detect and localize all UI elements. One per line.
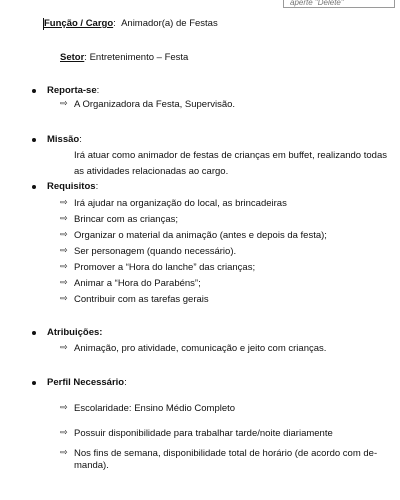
arrow-icon: ⇨ — [60, 198, 68, 208]
reporta-label: Reporta-se — [47, 85, 97, 96]
reporta-item: A Organizadora da Festa, Supervisão. — [74, 99, 236, 110]
arrow-icon: ⇨ — [60, 294, 68, 304]
missao-label: Missão — [47, 134, 80, 145]
requisitos-item: Promover a “Hora do lanche” das crianças; — [74, 262, 256, 273]
arrow-icon: ⇨ — [60, 278, 68, 288]
sector-label: Setor — [60, 52, 85, 63]
requisitos-heading: Requisitos: — [47, 181, 99, 192]
atribuicoes-label: Atribuições: — [47, 327, 103, 338]
perfil-item: Escolaridade: Ensino Médio Completo — [74, 403, 236, 414]
bullet-icon — [32, 138, 36, 142]
arrow-icon: ⇨ — [60, 403, 68, 413]
requisitos-label: Requisitos — [47, 181, 96, 192]
sector-value: Entretenimento – Festa — [89, 52, 189, 63]
arrow-icon: ⇨ — [60, 428, 68, 438]
sector-line — [60, 52, 188, 63]
arrow-icon: ⇨ — [60, 214, 68, 224]
delete-hint-text: aperte "Delete" — [290, 0, 344, 7]
arrow-icon: ⇨ — [60, 230, 68, 240]
missao-text-line1: Irá atuar como animador de festas de crianças em buffet, realizando todas — [74, 150, 387, 161]
requisitos-item: Brincar com as crianças; — [74, 214, 179, 225]
arrow-icon: ⇨ — [60, 262, 68, 272]
arrow-icon: ⇨ — [60, 343, 68, 353]
arrow-icon: ⇨ — [60, 246, 68, 256]
reporta-heading: Reporta-se: — [47, 85, 100, 96]
atribuicoes-item: Animação, pro atividade, comunicação e jeito com crianças. — [74, 343, 327, 354]
requisitos-item: Organizar o material da animação (antes e depois da festa); — [74, 230, 327, 241]
bullet-icon — [32, 331, 36, 335]
perfil-item: Possuir disponibilidade para trabalhar tarde/noite diariamente — [74, 428, 333, 439]
role-label: Função / Cargo — [44, 18, 114, 29]
sector-colon: : — [84, 52, 90, 63]
arrow-icon: ⇨ — [60, 99, 68, 109]
missao-text-line2: as atividades relacionadas ao cargo. — [74, 166, 229, 177]
bullet-icon — [32, 381, 36, 385]
role-value: Animador(a) de Festas — [121, 18, 218, 29]
perfil-item3-line1: Nos fins de semana, disponibilidade total de horário (de acordo com de- — [74, 448, 378, 459]
perfil-label: Perfil Necessário — [47, 377, 125, 388]
requisitos-item: Animar a “Hora do Parabéns”; — [74, 278, 201, 289]
bullet-icon — [32, 89, 36, 93]
perfil-heading: Perfil Necessário: — [47, 377, 127, 388]
requisitos-item: Ser personagem (quando necessário). — [74, 246, 237, 257]
delete-hint-box — [283, 0, 395, 8]
bullet-icon — [32, 185, 36, 189]
requisitos-item: Contribuir com as tarefas gerais — [74, 294, 209, 305]
missao-heading: Missão: — [47, 134, 82, 145]
role-colon: : — [113, 18, 122, 29]
arrow-icon: ⇨ — [60, 448, 68, 458]
requisitos-item: Irá ajudar na organização do local, as brincadeiras — [74, 198, 287, 209]
role-line — [44, 18, 218, 29]
perfil-item3-line2: manda). — [74, 460, 109, 471]
